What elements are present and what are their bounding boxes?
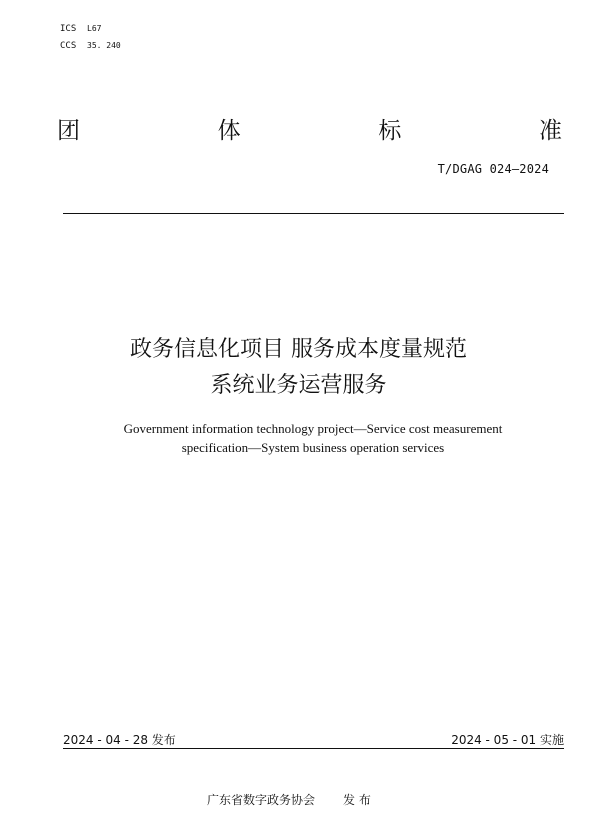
title-cn-line-1: 政务信息化项目 服务成本度量规范 [130,337,467,362]
standard-type-char: 体 [217,117,241,144]
ccs-code [60,40,121,52]
ccs-label: CCS [60,41,77,51]
standard-type-char: 团 [57,117,80,144]
standard-type-char: 准 [538,117,562,144]
standard-type-char: 标 [378,117,402,144]
ics-value: L67 [87,24,102,33]
standard-number: T/DGAG 024—2024 [437,162,549,176]
title-cn-line-2: 系统业务运营服务 [210,373,387,398]
ics-label: ICS [60,24,77,34]
footer-divider [63,748,564,749]
ics-code [60,23,101,35]
implement-date: 2024 - 05 - 01 实施 [451,733,564,747]
title-en-line-1: Government information technology project—Service cost measurement [123,421,503,436]
issuer-line [207,791,371,808]
issuer-name: 广东省数字政务协会 [207,793,316,807]
title-en-line-2: specification—System business operation services [181,440,445,455]
ccs-value: 35. 240 [87,41,121,50]
standard-type-heading [57,113,562,143]
header-divider [63,213,564,214]
issuer-action: 发 布 [343,793,371,807]
publish-date: 2024 - 04 - 28 发布 [63,733,176,747]
